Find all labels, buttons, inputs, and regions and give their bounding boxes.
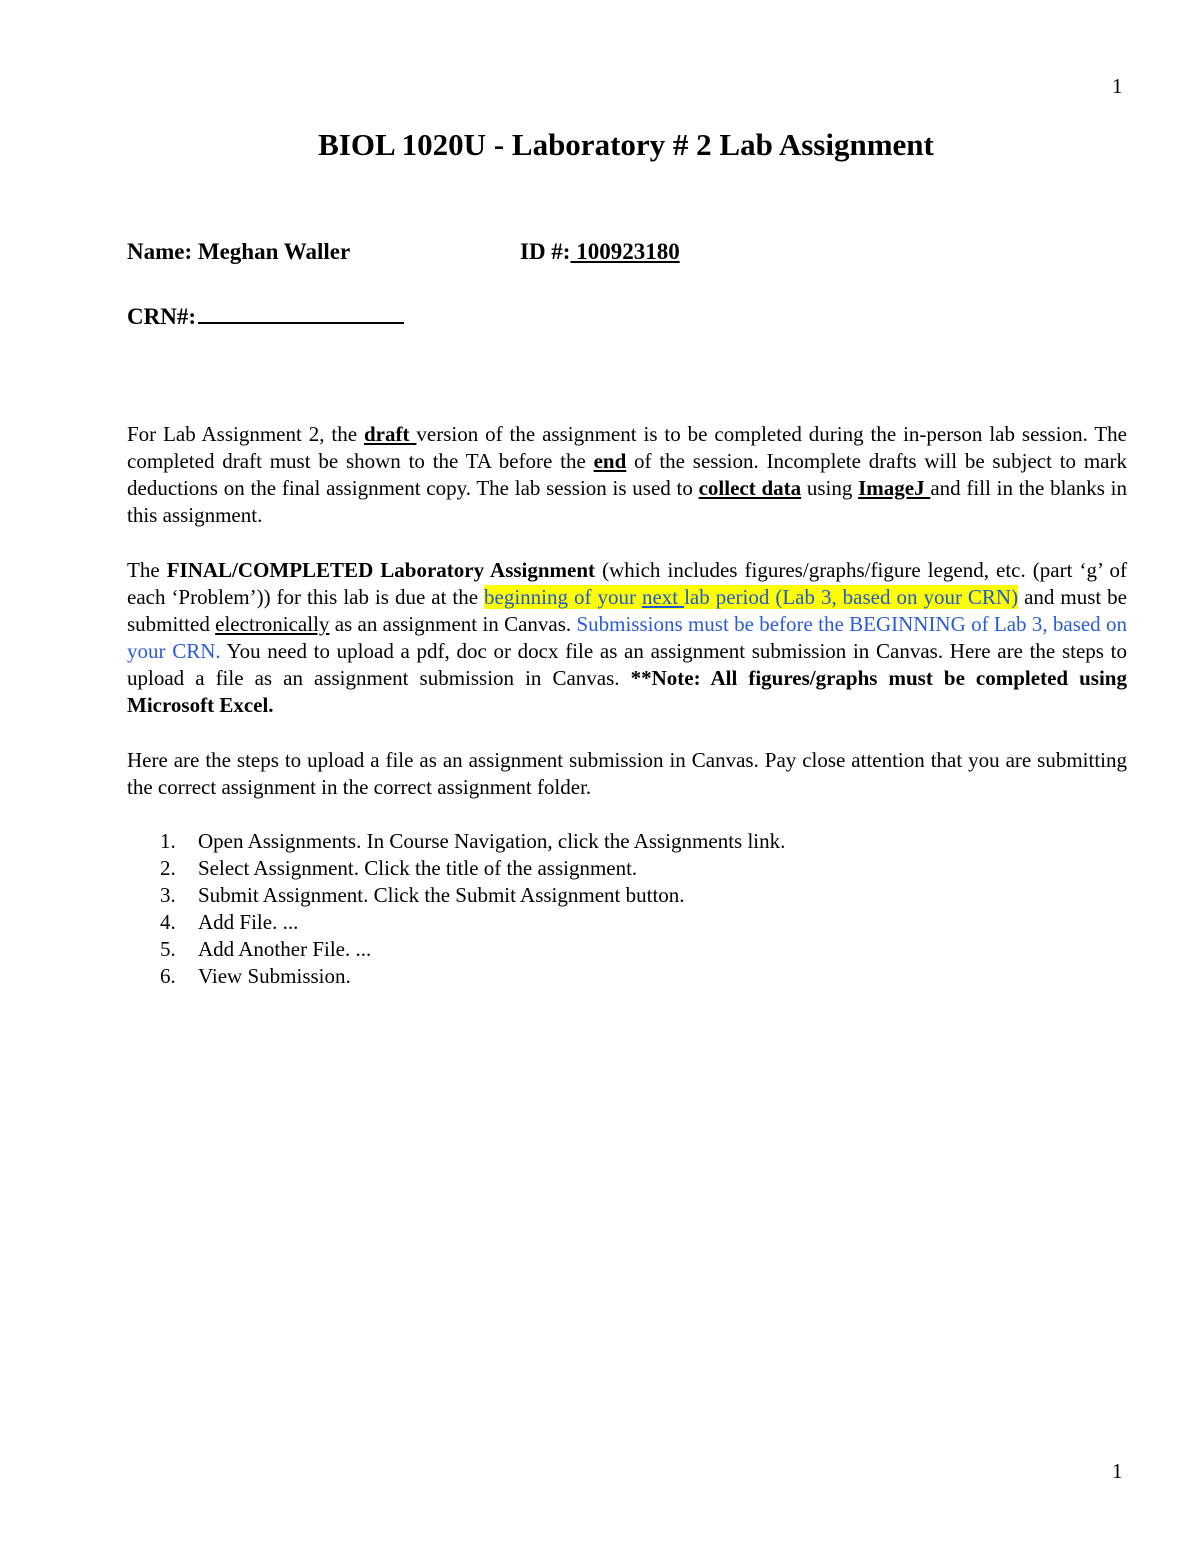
list-item-number: 2.: [160, 856, 176, 880]
upload-steps-list: [160, 828, 785, 990]
text-run: as an assignment in Canvas.: [329, 612, 577, 636]
list-item: [160, 855, 785, 882]
list-item-number: 3.: [160, 883, 176, 907]
name-value: Meghan Waller: [197, 239, 351, 264]
text-run: For Lab Assignment 2, the: [127, 422, 364, 446]
list-item-number: 6.: [160, 964, 176, 988]
crn-label: CRN#:: [127, 304, 196, 329]
collect-data-emphasis: collect data: [698, 476, 802, 500]
list-item-text: View Submission.: [198, 964, 351, 988]
list-item-number: 4.: [160, 910, 176, 934]
highlighted-next-text: next: [641, 585, 685, 609]
imagej-emphasis: ImageJ: [858, 476, 931, 500]
highlighted-due-text: lab period (Lab 3, based on your CRN): [684, 585, 1019, 609]
submission-deadline-note: Submissions must be before the BEGINNING of Lab 3, based on your CRN.: [127, 612, 1127, 663]
list-item-text: Select Assignment. Click the title of the assignment.: [198, 856, 638, 880]
page-number-header: 1: [1112, 74, 1123, 98]
list-item-text: Open Assignments. In Course Navigation, click the Assignments link.: [198, 829, 786, 853]
final-assignment-paragraph: [127, 557, 1127, 719]
excel-note: **Note: All figures/graphs must be completed using Microsoft Excel.: [127, 666, 1127, 717]
document-title: BIOL 1020U - Laboratory # 2 Lab Assignment: [318, 127, 934, 162]
electronically-emphasis: electronically: [215, 612, 330, 636]
text-run: of the session. Incomplete drafts will be subject to mark deductions on the final assignment copy. The lab session is used to: [127, 449, 1127, 500]
text-run: version of the assignment is to be completed during the in-person lab session. The completed draft must be shown to the TA before the: [127, 422, 1127, 473]
text-run: The: [127, 558, 167, 582]
upload-steps-intro: Here are the steps to upload a file as an assignment submission in Canvas. Pay close attention that you are submitting the correct assignment in the correct assignment folder.: [127, 748, 1127, 799]
list-item: [160, 936, 785, 963]
crn-field: [127, 302, 404, 331]
list-item-text: Add File. ...: [198, 910, 299, 934]
text-run: and fill in the blanks in this assignment.: [127, 476, 1128, 527]
end-emphasis: end: [593, 449, 627, 473]
list-item-text: Submit Assignment. Click the Submit Assignment button.: [198, 883, 685, 907]
text-run: and must be submitted: [127, 585, 1128, 636]
list-item: [160, 963, 785, 990]
list-item-text: Add Another File. ...: [198, 937, 372, 961]
id-field: [520, 238, 680, 266]
text-run: using: [801, 476, 859, 500]
list-item: [160, 909, 785, 936]
list-item: [160, 828, 785, 855]
text-run: You need to upload a pdf, doc or docx file as an assignment submission in Canvas. Here are the steps to upload a file as an assignment submission in Canvas.: [127, 639, 1127, 690]
highlighted-due-text: beginning of your: [484, 585, 642, 609]
crn-blank-line: [198, 302, 404, 324]
list-item-number: 1.: [160, 829, 176, 853]
list-item-number: 5.: [160, 937, 176, 961]
name-field: [127, 238, 350, 266]
id-label: ID #:: [520, 239, 571, 264]
list-item: [160, 882, 785, 909]
id-value: 100923180: [570, 239, 680, 264]
draft-instructions-paragraph: [127, 421, 1127, 529]
name-label: Name:: [127, 239, 193, 264]
page-number-footer: 1: [1112, 1459, 1123, 1483]
final-assignment-emphasis: FINAL/COMPLETED Laboratory Assignment: [166, 558, 596, 582]
draft-emphasis: draft: [363, 422, 417, 446]
text-run: (which includes figures/graphs/figure legend, etc. (part ‘g’ of each ‘Problem’)) for this lab is due at the: [127, 558, 1127, 609]
